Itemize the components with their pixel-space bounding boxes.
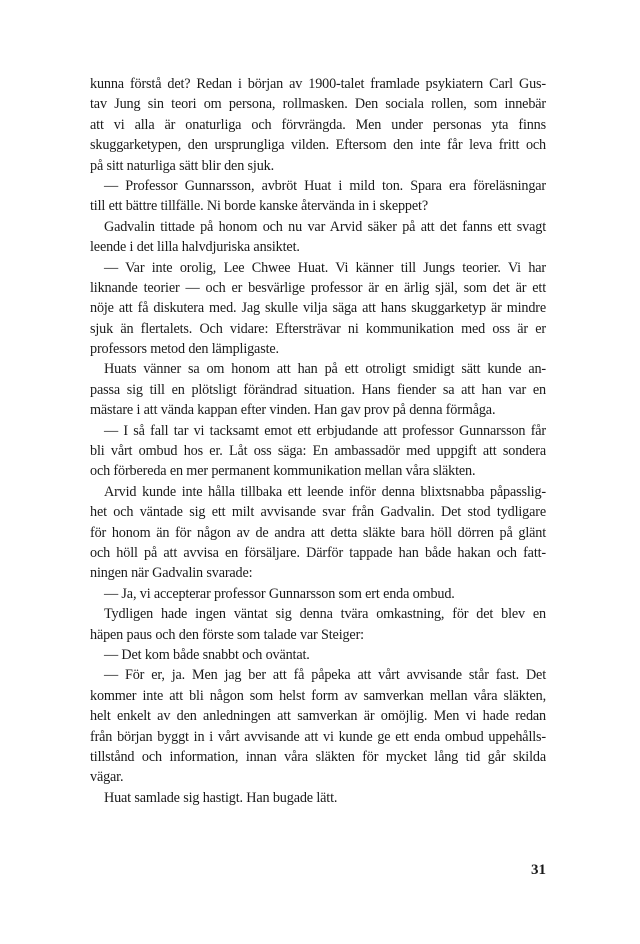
text-line: Huat samlade sig hastigt. Han bugade lätt. bbox=[104, 789, 338, 806]
text-line: till ett bättre tillfälle. Ni borde kanske återvända in i skeppet? bbox=[90, 198, 428, 215]
text-line: och höll på att avvisa en försäljare. Därför tappade han både hakan och fatt- bbox=[90, 544, 546, 561]
text-line: ningen när Gadvalin svarade: bbox=[90, 565, 253, 582]
text-line: helt enkelt av den anledningen att samverkan är omöjlig. Men vi hade redan bbox=[90, 708, 546, 725]
text-line: passa sig till en plötsligt förändrad situation. Hans fiender sa att han var en bbox=[90, 381, 546, 398]
text-line: Gadvalin tittade på honom och nu var Arvid säker på att det fanns ett svagt bbox=[104, 218, 546, 235]
text-line: bli vårt ombud hos er. Låt oss säga: En ambassadör med uppgift att sondera bbox=[90, 443, 546, 460]
text-line: professors metod den lämpligaste. bbox=[90, 341, 279, 358]
text-line: leende i det lilla halvdjuriska ansiktet. bbox=[90, 239, 300, 256]
text-line: — I så fall tar vi tacksamt emot ett erbjudande att professor Gunnarsson får bbox=[104, 422, 546, 439]
text-line: — Det kom både snabbt och oväntat. bbox=[104, 646, 310, 663]
text-line: mästare i att vända kappan efter vinden. Han gav prov på denna förmåga. bbox=[90, 402, 496, 419]
body-text bbox=[90, 74, 546, 808]
text-line: skuggarketypen, den ursprungliga vilden. Eftersom den inte får leva fritt och bbox=[90, 137, 546, 154]
text-line: — För er, ja. Men jag ber att få påpeka att vårt avvisande står fast. Det bbox=[104, 667, 546, 684]
text-line: — Professor Gunnarsson, avbröt Huat i mild ton. Spara era föreläsningar bbox=[104, 177, 546, 194]
text-line: tav Jung sin teori om persona, rollmasken. Den sociala rollen, som innebär bbox=[90, 96, 546, 113]
text-line: Arvid kunde inte hålla tillbaka ett leende inför denna blixtsnabba påpasslig- bbox=[104, 483, 546, 500]
text-line: — Var inte orolig, Lee Chwee Huat. Vi känner till Jungs teorier. Vi har bbox=[104, 259, 546, 276]
text-line: — Ja, vi accepterar professor Gunnarsson som ert enda ombud. bbox=[104, 585, 455, 602]
text-line: liknande teorier — och er besvärlige professor är en ärlig själ, som det är ett bbox=[90, 279, 546, 296]
text-line: kunna förstå det? Redan i början av 1900-talet framlade psykiatern Carl Gus- bbox=[90, 76, 546, 92]
text-line: häpen paus och den förste som talade var Steiger: bbox=[90, 626, 364, 643]
text-line: och förbereda en mer permanent kommunikation mellan våra släkten. bbox=[90, 463, 476, 480]
text-line: vägar. bbox=[90, 769, 124, 786]
text-line: på sitt naturliga sätt blir den sjuk. bbox=[90, 157, 274, 174]
text-line: het och väntade sig ett milt avvisande svar från Gadvalin. Det stod tydligare bbox=[90, 504, 546, 521]
text-line: Tydligen hade ingen väntat sig denna tvära omkastning, för det blev en bbox=[104, 606, 546, 623]
text-line: kommer inte att bli någon som helst form av samverkan mellan våra släkten, bbox=[90, 687, 546, 704]
page-number: 31 bbox=[531, 862, 546, 878]
text-line: sjuk än flertalets. Och vidare: Eftersträvar ni kommunikation med oss är er bbox=[90, 320, 546, 337]
text-line: Huats vänner sa om honom att han på ett otroligt smidigt sätt kunde an- bbox=[104, 361, 546, 378]
text-line: att vi alla är onaturliga och förvrängda. Men under personas yta finns bbox=[90, 116, 546, 133]
text-line: från början byggt in i vårt avvisande att vi kunde ge ett enda ombud uppehålls- bbox=[90, 728, 546, 745]
text-line: nöje att få diskutera med. Jag skulle vilja säga att hans skuggarketyp är mindre bbox=[90, 300, 546, 317]
text-line: tillstånd och information, innan våra släkten för mycket lång tid går skilda bbox=[90, 748, 546, 765]
text-line: för honom än för någon av de andra att detta släkte bara höll dörren på glänt bbox=[90, 524, 546, 541]
